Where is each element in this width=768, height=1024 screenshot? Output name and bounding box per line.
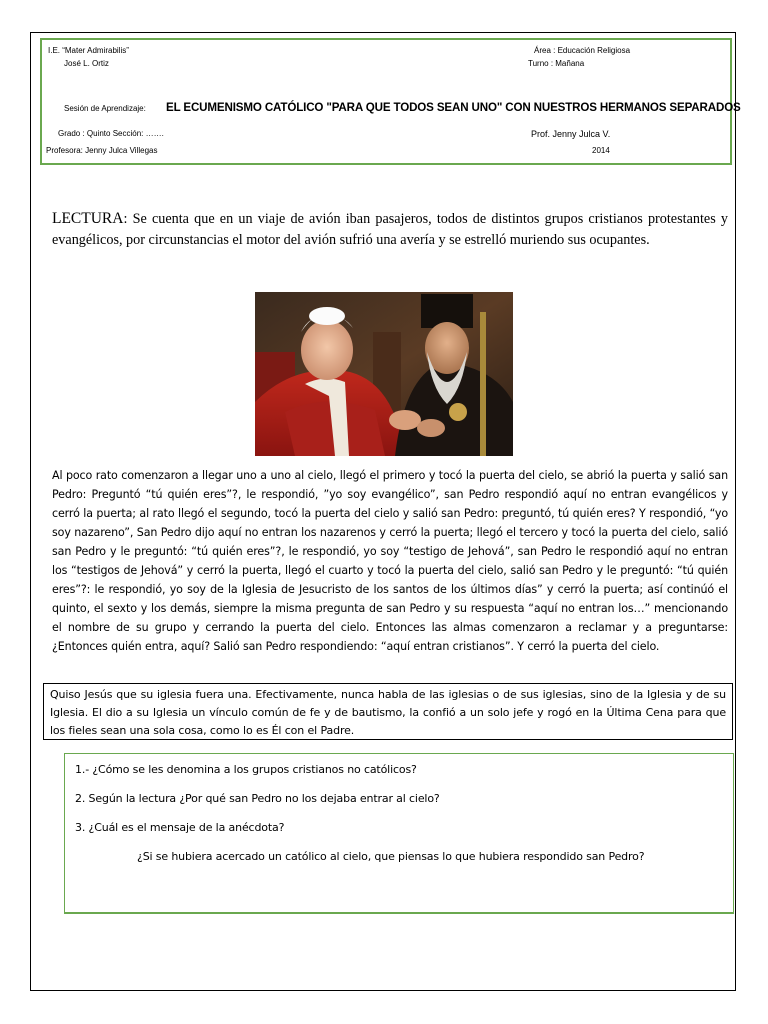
school-subtitle: José L. Ortiz xyxy=(64,59,109,68)
lectura-text: : Se cuenta que en un viaje de avión iban pasajeros, todos de distintos grupos cristianos protestantes y evangélicos, por circunstancias el motor del avión sufrió una avería y se estrelló muriendo sus ocupantes. xyxy=(52,211,728,248)
lectura-label: LECTURA xyxy=(52,210,124,227)
year: 2014 xyxy=(592,146,610,155)
story-paragraph: Al poco rato comenzaron a llegar uno a uno al cielo, llegó el primero y tocó la puerta del cielo, se abrió la puerta y salió san Pedro: Preguntó “tú quién eres”?, le respondió, ”yo soy evangélico”, san Pedro respondió aquí no entran evangélicos y cerró la puerta; al rato llegó el segundo, tocó la puerta del cielo y salió san Pedro: preguntó, tú quién eres? Y respondió, “yo soy nazareno”, San Pedro dijo aquí no entran los nazarenos y cerró la puerta; llegó el tercero y tocó la puerta del cielo, salió san Pedro y le preguntó: “tú quién eres”?, le respondió, yo soy “testigo de Jehová”, san Pedro le respondió aquí no entran los “testigos de Jehová” y cerró la puerta, llegó el cuarto y tocó la puerta del cielo, salió san Pedro y le preguntó: “tú quién eres”?: le respondió, yo soy de la Iglesia de Jesucristo de los santos de los últimos días” y cerró la puerta; así continúó el quinto, el sexto y los demás, siempre la misma pregunta de san Pedro y su respuesta “aquí no entran los…” mencionando el nombre de su grupo y cerrando la puerta del cielo. Entonces las almas comenzaron a reclamar y a preguntarse: ¿Entonces quién entra, aquí? Salió san Pedro respondiendo: “aquí entran cristianos”. Y cerró la puerta del cielo. xyxy=(52,469,728,653)
area-field: Área : Educación Religiosa xyxy=(534,46,631,55)
turno-field: Turno : Mañana xyxy=(528,59,585,68)
clergy-photo-illustration xyxy=(255,292,513,456)
header-box xyxy=(40,38,741,165)
question-1: 1.- ¿Cómo se les denomina a los grupos cristianos no católicos? xyxy=(75,763,417,776)
clergy-photo xyxy=(255,292,513,456)
session-label: Sesión de Aprendizaje: xyxy=(64,104,146,113)
grado-field: Grado : Quinto Sección: ……. xyxy=(58,129,164,138)
profesora-field: Profesora: Jenny Julca Villegas xyxy=(46,146,158,155)
session-title: EL ECUMENISMO CATÓLICO "PARA QUE TODOS SEAN UNO" CON NUESTROS HERMANOS SEPARADOS xyxy=(166,101,741,114)
school-name: I.E. “Mater Admirabilis” xyxy=(48,46,129,55)
prof-name: Prof. Jenny Julca V. xyxy=(531,129,611,139)
lectura-paragraph xyxy=(52,208,728,251)
question-2: 2. Según la lectura ¿Por qué san Pedro no los dejaba entrar al cielo? xyxy=(75,792,440,805)
questions-box xyxy=(64,753,734,914)
question-4: ¿Si se hubiera acercado un católico al cielo, que piensas lo que hubiera respondido san Pedro? xyxy=(137,850,645,863)
quote-box: Quiso Jesús que su iglesia fuera una. Efectivamente, nunca habla de las iglesias o de sus iglesias, sino de la Iglesia y de su Iglesia. El dio a su Iglesia un vínculo común de fe y de bautismo, la confió a un solo jefe y rogó en la Última Cena para que los fieles sean una sola cosa, como lo es Él con el Padre. xyxy=(43,683,733,740)
question-3: 3. ¿Cuál es el mensaje de la anécdota? xyxy=(75,821,285,834)
